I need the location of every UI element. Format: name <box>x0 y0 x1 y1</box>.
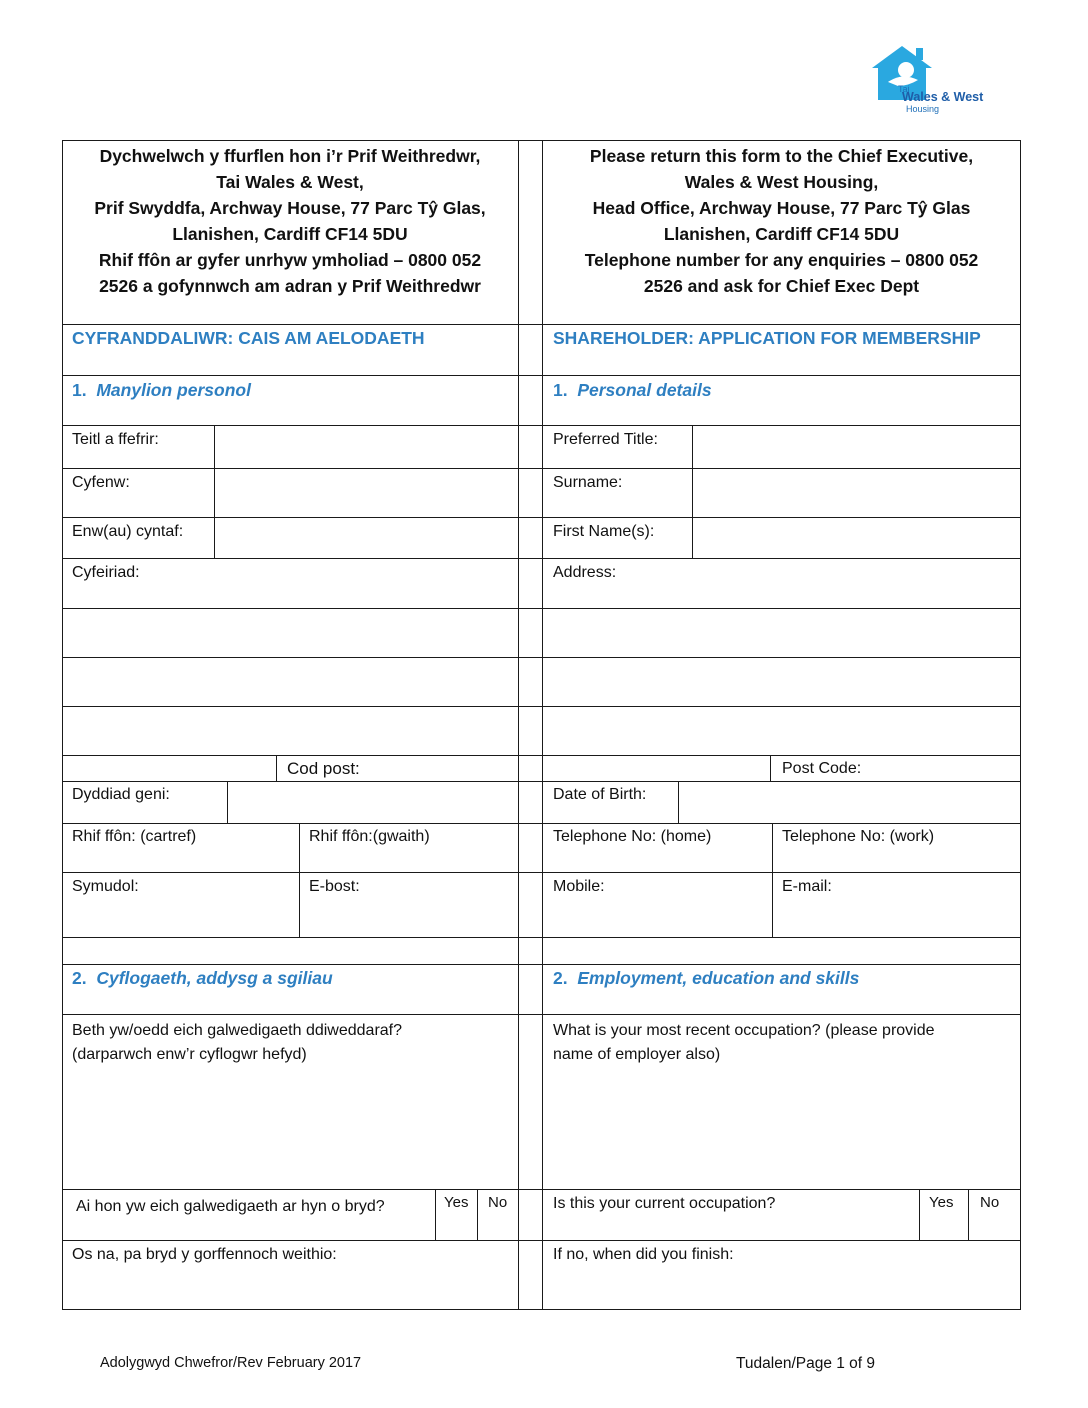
surname-input-welsh[interactable] <box>215 469 518 517</box>
english-header-line: 2526 and ask for Chief Exec Dept <box>643 276 920 296</box>
welsh-header-line: Dychwelwch y ffurflen hon i’r Prif Weithredwr, <box>99 146 481 166</box>
tel-home-label-welsh: Rhif ffôn: (cartref) <box>72 828 197 845</box>
first-names-label-english: First Name(s): <box>553 523 655 540</box>
title-input-welsh[interactable] <box>215 426 518 468</box>
occupation-line: name of employer also) <box>553 1046 721 1063</box>
occupation-line: (darparwch enw’r cyflogwr hefyd) <box>72 1046 307 1063</box>
section2-heading-english <box>553 969 859 988</box>
logo-name: Wales & West <box>902 90 984 104</box>
no-checkbox-welsh[interactable]: No <box>488 1194 508 1211</box>
surname-label-english: Surname: <box>553 474 623 491</box>
welsh-header-line: Tai Wales & West, <box>216 172 364 192</box>
postcode-label-english: Post Code: <box>782 760 862 777</box>
finished-label-english: If no, when did you finish: <box>553 1246 734 1263</box>
current-occupation-english: Is this your current occupation? <box>553 1195 776 1212</box>
first-names-label-welsh: Enw(au) cyntaf: <box>72 523 184 540</box>
finished-label-welsh: Os na, pa bryd y gorffennoch weithio: <box>72 1246 337 1263</box>
tel-work-label-english: Telephone No: (work) <box>782 828 935 845</box>
address-label-welsh: Cyfeiriad: <box>72 564 140 581</box>
title-input-english[interactable] <box>693 426 1021 468</box>
section1-heading-english <box>553 381 712 400</box>
form-title-welsh: CYFRANDDALIWR: CAIS AM AELODAETH <box>72 328 425 348</box>
email-label-welsh: E-bost: <box>309 878 360 895</box>
english-header-line: Head Office, Archway House, 77 Parc Tŷ Glas <box>592 198 971 218</box>
english-header-line: Wales & West Housing, <box>684 172 879 192</box>
yes-checkbox-english[interactable]: Yes <box>929 1194 954 1211</box>
occupation-input-english[interactable] <box>543 1066 1021 1189</box>
return-instructions-welsh <box>62 143 518 299</box>
email-label-english: E-mail: <box>782 878 832 895</box>
title-label-welsh: Teitl a ffefrir: <box>72 431 159 448</box>
dob-label-english: Date of Birth: <box>553 786 647 803</box>
address-input-english[interactable] <box>543 609 1021 755</box>
current-occupation-welsh: Ai hon yw eich galwedigaeth ar hyn o bryd? <box>76 1198 385 1215</box>
section-number: 2. <box>72 968 87 988</box>
occupation-input-welsh[interactable] <box>63 1066 518 1189</box>
logo-prefix: Tai <box>898 84 910 94</box>
title-label-english: Preferred Title: <box>553 431 658 448</box>
occupation-line: Beth yw/oedd eich galwedigaeth ddiweddaraf? <box>72 1022 403 1039</box>
english-header-line: Llanishen, Cardiff CF14 5DU <box>663 224 900 244</box>
page-number: Tudalen/Page 1 of 9 <box>736 1355 876 1372</box>
mobile-label-welsh: Symudol: <box>72 878 139 895</box>
tel-work-label-welsh: Rhif ffôn:(gwaith) <box>309 828 430 845</box>
dob-input-welsh[interactable] <box>228 782 518 823</box>
dob-input-english[interactable] <box>679 782 1021 823</box>
section-title: Cyflogaeth, addysg a sgiliau <box>96 968 333 988</box>
english-header-line: Please return this form to the Chief Executive, <box>589 146 974 166</box>
section2-heading-welsh <box>72 969 333 988</box>
dob-label-welsh: Dyddiad geni: <box>72 786 170 803</box>
address-input-welsh[interactable] <box>63 609 518 755</box>
form-title-english: SHAREHOLDER: APPLICATION FOR MEMBERSHIP <box>553 328 981 348</box>
section1-heading-welsh <box>72 381 251 400</box>
surname-label-welsh: Cyfenw: <box>72 474 130 491</box>
english-header-line: Telephone number for any enquiries – 0800 052 <box>584 250 979 270</box>
surname-input-english[interactable] <box>693 469 1021 517</box>
occupation-line: What is your most recent occupation? (please provide <box>553 1022 935 1039</box>
postcode-label-welsh: Cod post: <box>287 759 360 778</box>
welsh-header-line: Llanishen, Cardiff CF14 5DU <box>172 224 408 244</box>
section-title: Personal details <box>577 380 712 400</box>
logo-suffix: Housing <box>906 104 940 114</box>
mobile-label-english: Mobile: <box>553 878 605 895</box>
section-number: 1. <box>72 380 87 400</box>
section-title: Manylion personol <box>96 380 251 400</box>
yes-checkbox-welsh[interactable]: Yes <box>444 1194 469 1211</box>
section-title: Employment, education and skills <box>577 968 860 988</box>
welsh-header-line: 2526 a gofynnwch am adran y Prif Weithredwr <box>99 276 481 296</box>
revision-date: Adolygwyd Chwefror/Rev February 2017 <box>100 1355 362 1371</box>
return-instructions-english <box>542 143 1021 299</box>
first-names-input-english[interactable] <box>693 518 1021 558</box>
no-checkbox-english[interactable]: No <box>980 1194 1000 1211</box>
occupation-question-welsh <box>72 1019 402 1067</box>
section-number: 1. <box>553 380 568 400</box>
address-label-english: Address: <box>553 564 617 581</box>
welsh-header-line: Rhif ffôn ar gyfer unrhyw ymholiad – 0800 052 <box>98 250 482 270</box>
welsh-header-line: Prif Swyddfa, Archway House, 77 Parc Tŷ Glas, <box>94 198 486 218</box>
tel-home-label-english: Telephone No: (home) <box>553 828 712 845</box>
first-names-input-welsh[interactable] <box>215 518 518 558</box>
occupation-question-english <box>553 1019 935 1067</box>
section-number: 2. <box>553 968 568 988</box>
